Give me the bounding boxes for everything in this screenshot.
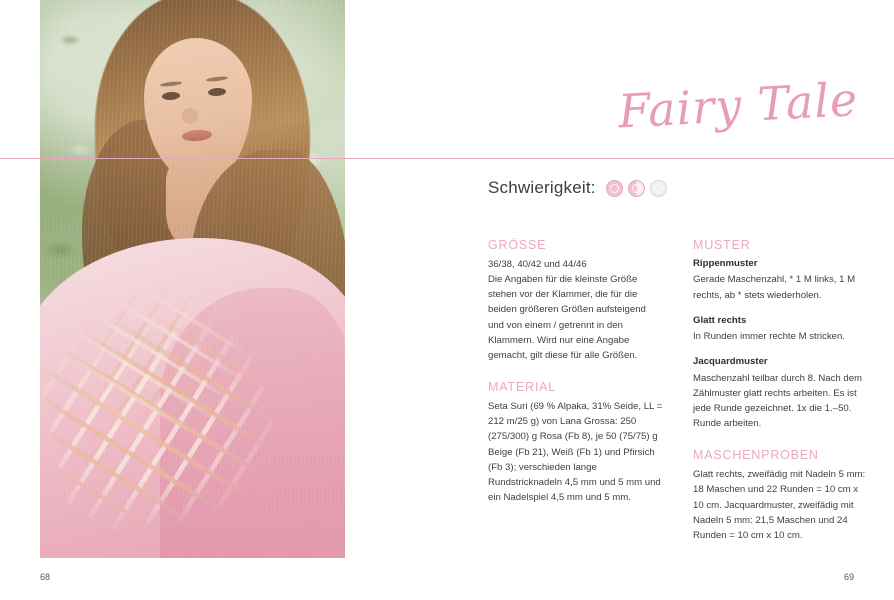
subhead-rippenmuster: Rippenmuster — [693, 258, 758, 269]
section-heading-maschenproben: MASCHENPROBEN — [693, 448, 819, 463]
material-text: Seta Suri (69 % Alpaka, 31% Seide, LL = 212 m/25 g) von Lana Grossa: 250 (275/300) g Rosa (Fb 8), je 50 (75/75) g Beige (Fb 21), Weiß (Fb 1) und Pfirsich (Fb 3); verschieden lange Rundstricknadeln 4,5 mm und 5 mm und ein Nadelspiel 4,5 mm und 5 mm. — [488, 401, 663, 504]
difficulty-dot-3 — [650, 180, 667, 197]
subhead-glatt-rechts: Glatt rechts — [693, 314, 747, 326]
page-title: Fairy Tale — [616, 72, 860, 139]
section-heading-material: MATERIAL — [488, 380, 556, 395]
model-photo — [40, 0, 345, 558]
text-jacquardmuster: Maschenzahl teilbar durch 8. Nach dem Zählmuster glatt rechts arbeiten. Es ist jede Runde gezeichnet. 1x die 1.–50. Runde arbeiten. — [693, 372, 863, 430]
page-number-left: 68 — [40, 572, 51, 582]
muster-block-jacquardmuster — [693, 355, 868, 431]
difficulty-row — [488, 178, 667, 198]
section-heading-muster: MUSTER — [693, 238, 751, 252]
groesse-sizes: 36/38, 40/42 und 44/46 — [488, 259, 587, 270]
muster-block-glatt-rechts — [693, 314, 868, 345]
subhead-jacquardmuster: Jacquardmuster — [693, 356, 768, 368]
section-heading-groesse: GRÖSSE — [488, 238, 547, 252]
content-columns — [488, 238, 868, 543]
difficulty-label: Schwierigkeit: — [488, 178, 596, 197]
divider-rule — [0, 158, 894, 159]
page-number-right: 69 — [843, 572, 854, 582]
difficulty-dots — [606, 180, 667, 197]
muster-block-rippenmuster — [693, 257, 868, 303]
groesse-note: Die Angaben für die kleinste Größe stehen vor der Klammer, die für die beiden größeren Größen aufsteigend und von einem / getrennt in den Klammern. Wird nur eine Angabe gemacht, gilt diese für alle Größen. — [488, 274, 646, 361]
difficulty-dot-1 — [606, 180, 623, 197]
text-glatt-rechts: In Runden immer rechte M stricken. — [693, 331, 845, 343]
text-rippenmuster: Gerade Maschenzahl, * 1 M links, 1 M rechts, ab * stets wiederholen. — [693, 274, 856, 301]
column-left — [488, 238, 663, 543]
column-right — [693, 238, 868, 543]
text-maschenproben: Glatt rechts, zweifädig mit Nadeln 5 mm: 18 Maschen und 22 Runden = 10 cm x 10 cm. Jacquardmuster, zweifädig mit Nadeln 5 mm: 21,5 Maschen und 24 Runden = 10 cm x 10 cm. — [693, 469, 866, 541]
nose — [182, 108, 198, 124]
difficulty-dot-2 — [628, 180, 645, 197]
